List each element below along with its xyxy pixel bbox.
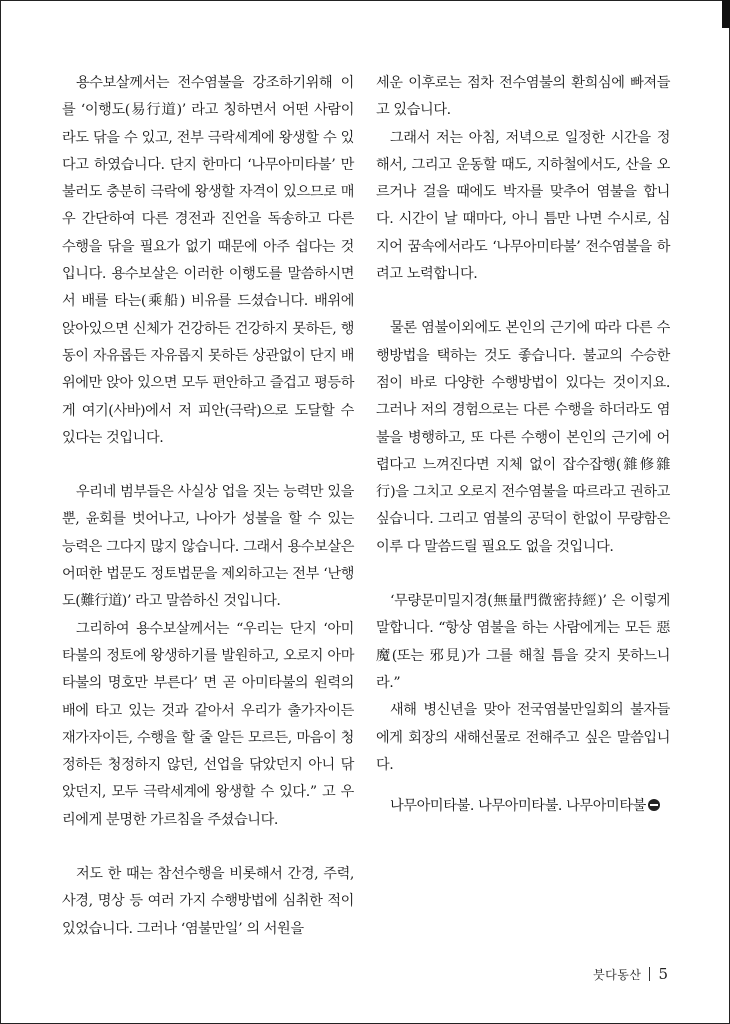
paragraph: 세운 이후로는 점차 전수염불의 환희심에 빠져들고 있습니다.	[376, 75, 670, 119]
page-footer	[593, 965, 668, 983]
closing-text: 나무아미타불. 나무아미타불. 나무아미타불	[390, 798, 646, 815]
page-number: 5	[658, 965, 668, 983]
paragraph: 그리하여 용수보살께서는 “우리는 단지 ‘아미타불의 정토에 왕생하기를 발원하고, 오로지 아마타불의 명호만 부른다’ 면 곧 아미타불의 원력의 배에 타고 있는 것과 같아서 우리가 출가자이든 재가자이든, 수행을 할 줄 알든 모르든, 마음이 청정하든 청정하지 않던, 선업을 닦았던지 아니 닦았던지, 모두 극락세계에 왕생할 수 있다.” 고 우리에게 분명한 가르침을 주셨습니다.	[62, 620, 354, 828]
paragraph: 용수보살께서는 전수염불을 강조하기위해 이를 ‘이행도(易行道)’ 라고 칭하면서 어떤 사람이라도 닦을 수 있고, 전부 극락세계에 왕생할 수 있다고 하였습니다. 단지 한마디 ‘나무아미타불’ 만 불러도 충분히 극락에 왕생할 자격이 있으므로 매우 간단하여 다른 경전과 진언을 독송하고 다른 수행을 닦을 필요가 없기 때문에 아주 쉽다는 것입니다. 용수보살은 이러한 이행도를 말씀하시면서 배를 타는(乘船) 비유를 드셨습니다. 배위에 앉아있으면 신체가 건강하든 건강하지 못하든, 행동이 자유롭든 자유롭지 못하든 상관없이 단지 배위에만 앉아 있으면 모두 편안하고 즐겁고 평등하게 여기(사바)에서 저 피안(극락)으로 도달할 수 있다는 것입니다.	[62, 75, 354, 446]
paragraph: 저도 한 때는 참선수행을 비롯해서 간경, 주력, 사경, 명상 등 여러 가지 수행방법에 심취한 적이 있었습니다. 그러나 ‘염불만일’ 의 서원을	[62, 866, 354, 937]
footer-divider	[649, 967, 650, 981]
paragraph: 물론 염불이외에도 본인의 근기에 따라 다른 수행방법을 택하는 것도 좋습니다. 불교의 수승한 점이 바로 다양한 수행방법이 있다는 것이지요. 그러나 저의 경험으로는 다른 수행을 하더라도 염불을 병행하고, 또 다른 수행이 본인의 근기에 어렵다고 느껴진다면 지체 없이 잡수잡행(雜修雜行)을 그치고 오로지 전수염불을 따르라고 권하고 싶습니다. 그리고 염불의 공덕이 한없이 무량함은 이루 다 말씀드릴 필요도 없을 것입니다.	[376, 320, 670, 555]
right-column	[376, 70, 670, 820]
end-mark-icon	[648, 799, 660, 811]
closing-line	[376, 793, 670, 820]
left-column	[62, 70, 354, 943]
paragraph: ‘무량문미밀지경(無量門微密持經)’ 은 이렇게 말합니다. “항상 염불을 하는 사람에게는 모든 惡魔(또는 邪見)가 그를 해칠 틈을 갖지 못하느니라.”	[376, 593, 670, 691]
magazine-name: 붓다동산	[593, 967, 642, 982]
paragraph: 그래서 저는 아침, 저녁으로 일정한 시간을 정해서, 그리고 운동할 때도, 지하철에서도, 산을 오르거나 걸을 때에도 박자를 맞추어 염불을 합니다. 시간이 날 때마다, 아니 틈만 나면 수시로, 심지어 꿈속에서라도 ‘나무아미타불’ 전수염불을 하려고 노력합니다.	[376, 129, 670, 283]
corner-mark	[722, 0, 730, 28]
paragraph: 우리네 범부들은 사실상 업을 짓는 능력만 있을 뿐, 윤회를 벗어나고, 나아가 성불을 할 수 있는 능력은 그다지 많지 않습니다. 그래서 용수보살은 어떠한 법문도 정토법문을 제외하고는 전부 ‘난행도(難行道)’ 라고 말씀하신 것입니다.	[62, 484, 354, 610]
paragraph: 새해 병신년을 맞아 전국염불만일회의 불자들에게 회장의 새해선물로 전해주고 싶은 말씀입니다.	[376, 702, 670, 773]
